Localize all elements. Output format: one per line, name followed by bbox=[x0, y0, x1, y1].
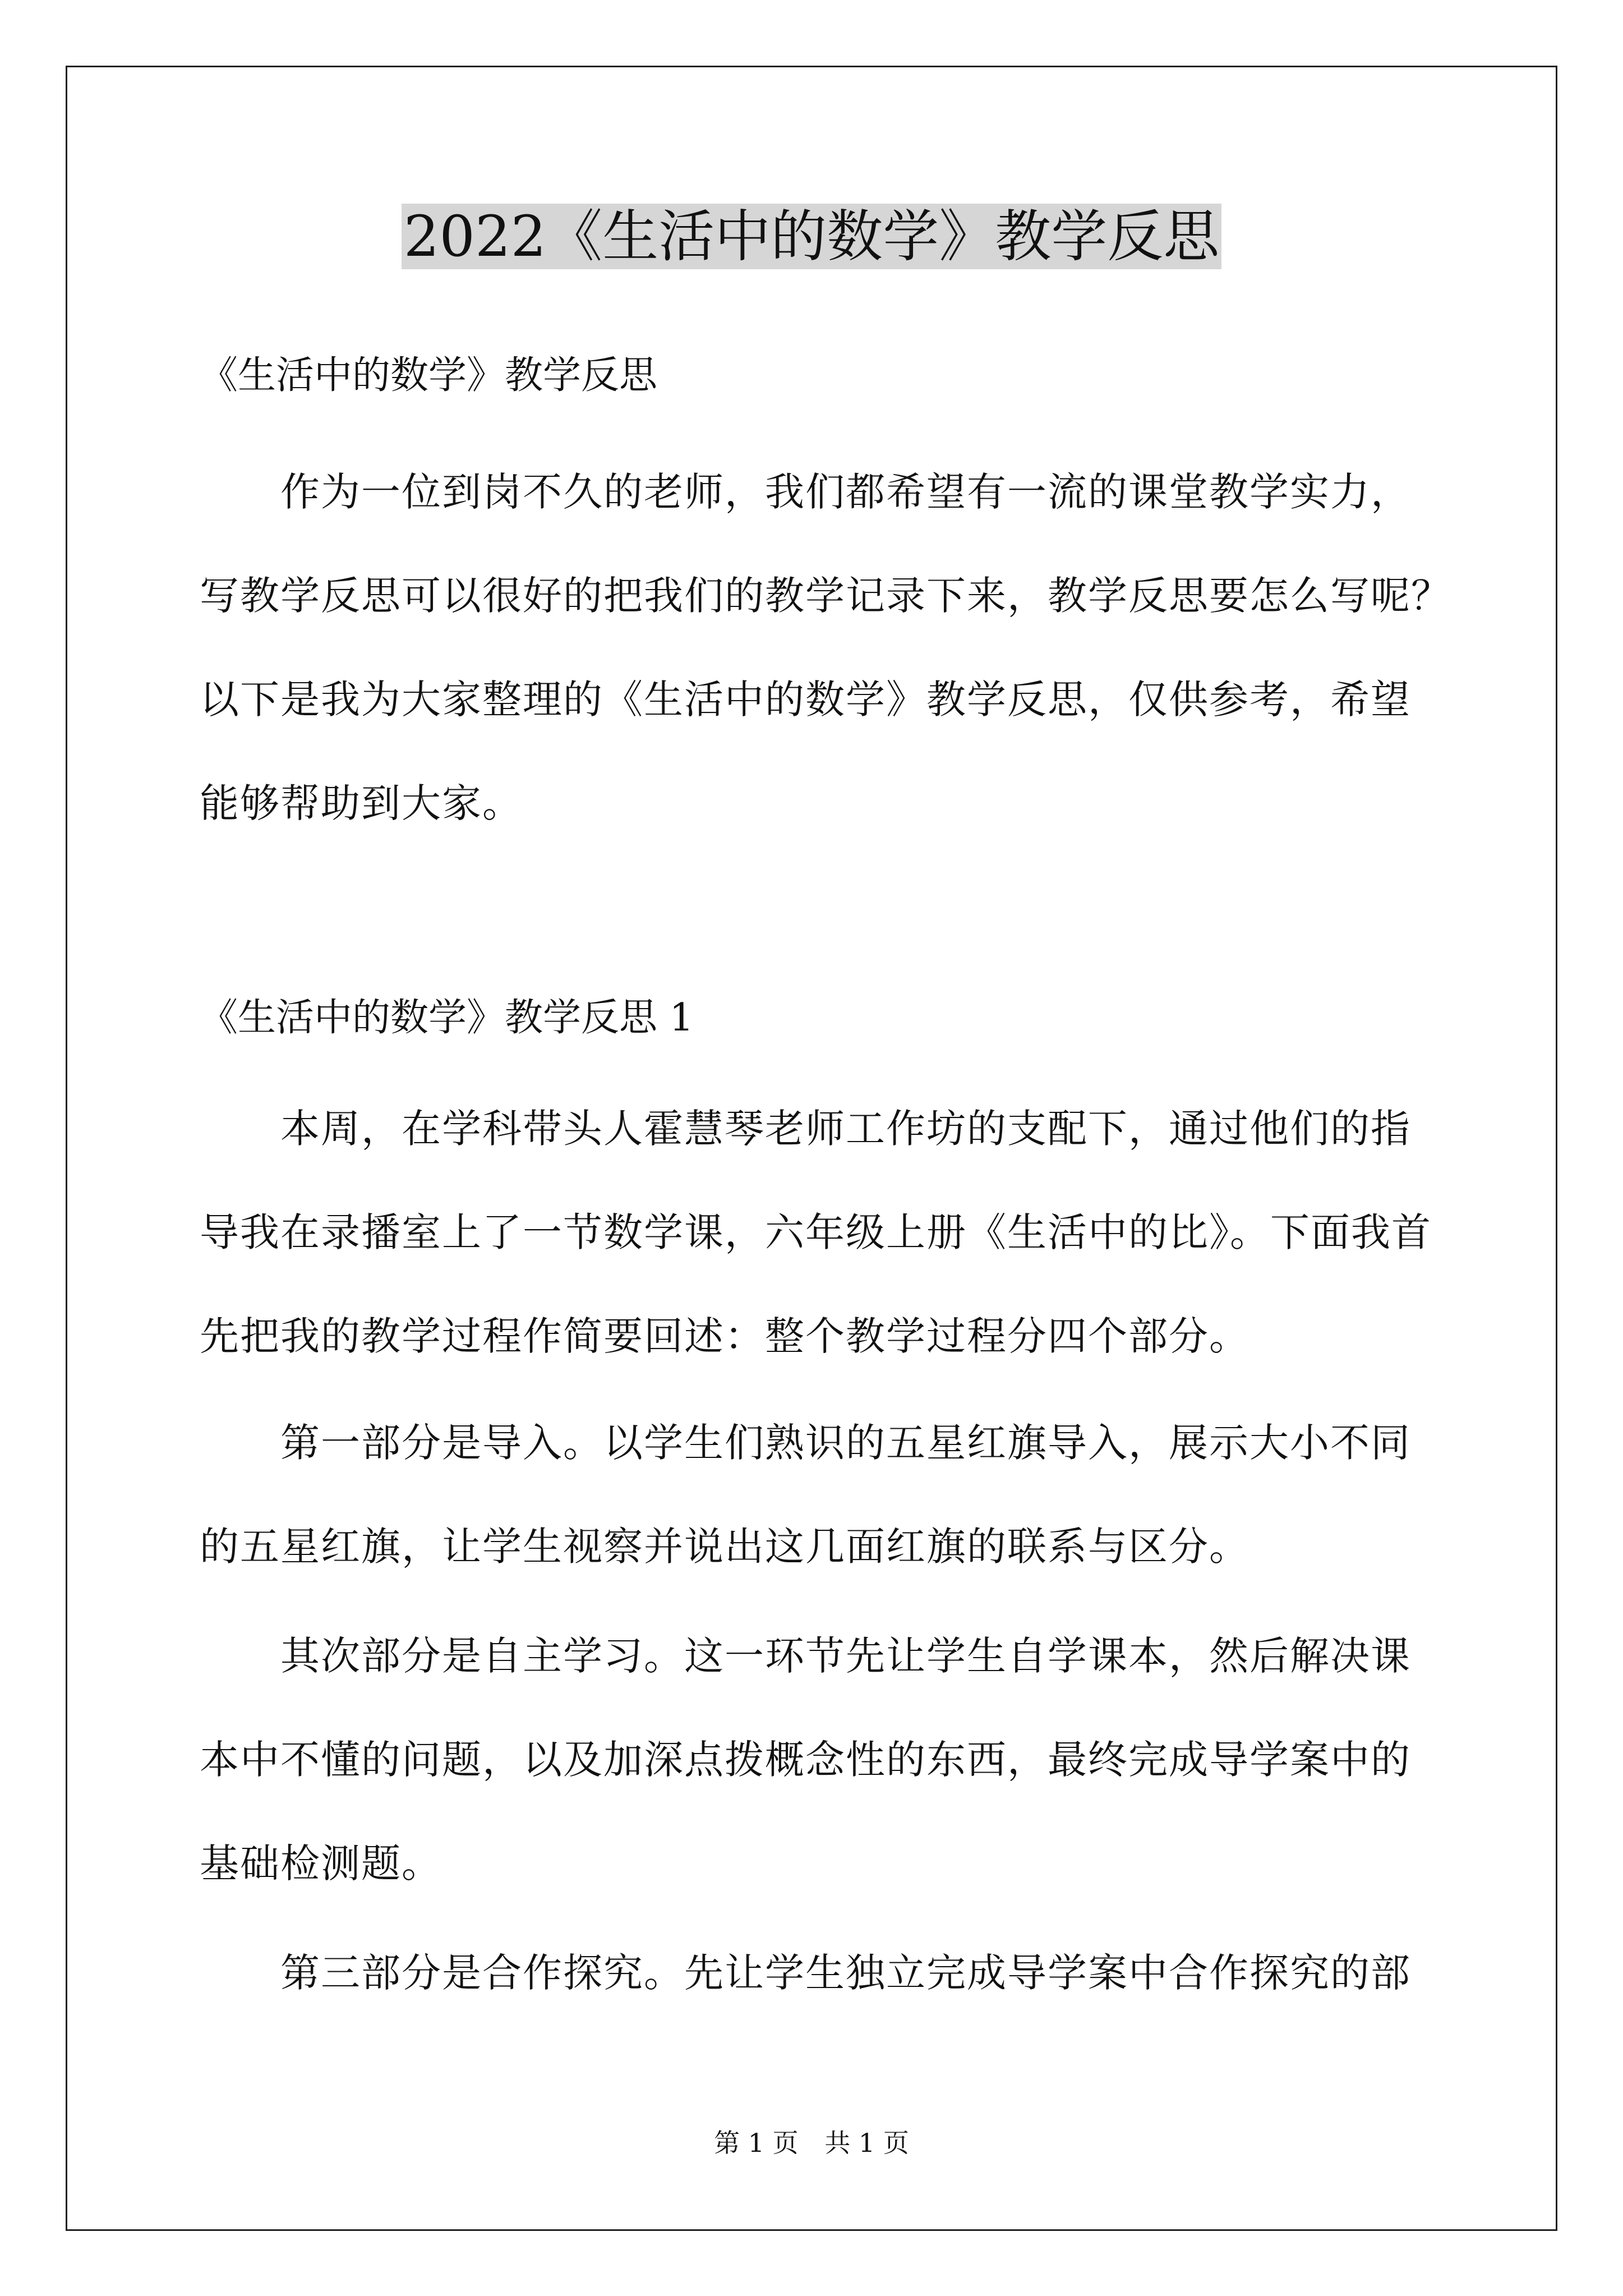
body-line: 导我在录播室上了一节数学课，六年级上册《生活中的比》。下面我首 bbox=[200, 1209, 1432, 1255]
body-line: 第三部分是合作探究。先让学生独立完成导学案中合作探究的部 bbox=[200, 1950, 1411, 1996]
body-line: 其次部分是自主学习。这一环节先让学生自学课本，然后解决课 bbox=[200, 1633, 1411, 1679]
page-number: 第 1 页 bbox=[714, 2128, 799, 2158]
intro-heading: 《生活中的数学》教学反思 bbox=[200, 353, 658, 398]
document-title-text: 2022《生活中的数学》教学反思 bbox=[402, 204, 1222, 269]
body-line: 本周，在学科带头人霍慧琴老师工作坊的支配下，通过他们的指 bbox=[200, 1106, 1411, 1152]
page-footer bbox=[0, 2126, 1623, 2160]
intro-line: 作为一位到岗不久的老师，我们都希望有一流的课堂教学实力， bbox=[200, 469, 1411, 515]
intro-line: 以下是我为大家整理的《生活中的数学》教学反思，仅供参考，希望 bbox=[200, 677, 1411, 723]
intro-line: 能够帮助到大家。 bbox=[200, 780, 523, 826]
body-line: 基础检测题。 bbox=[200, 1841, 442, 1887]
page-total: 共 1 页 bbox=[824, 2128, 909, 2158]
body-line: 本中不懂的问题，以及加深点拨概念性的东西，最终完成导学案中的 bbox=[200, 1737, 1411, 1783]
intro-line: 写教学反思可以很好的把我们的教学记录下来，教学反思要怎么写呢？ bbox=[200, 573, 1451, 619]
body-line: 第一部分是导入。以学生们熟识的五星红旗导入，展示大小不同 bbox=[200, 1420, 1411, 1466]
section-heading: 《生活中的数学》教学反思 1 bbox=[200, 996, 694, 1040]
body-line: 先把我的教学过程作简要回述：整个教学过程分四个部分。 bbox=[200, 1313, 1249, 1359]
body-line: 的五星红旗，让学生视察并说出这几面红旗的联系与区分。 bbox=[200, 1524, 1249, 1570]
document-title bbox=[0, 197, 1623, 276]
